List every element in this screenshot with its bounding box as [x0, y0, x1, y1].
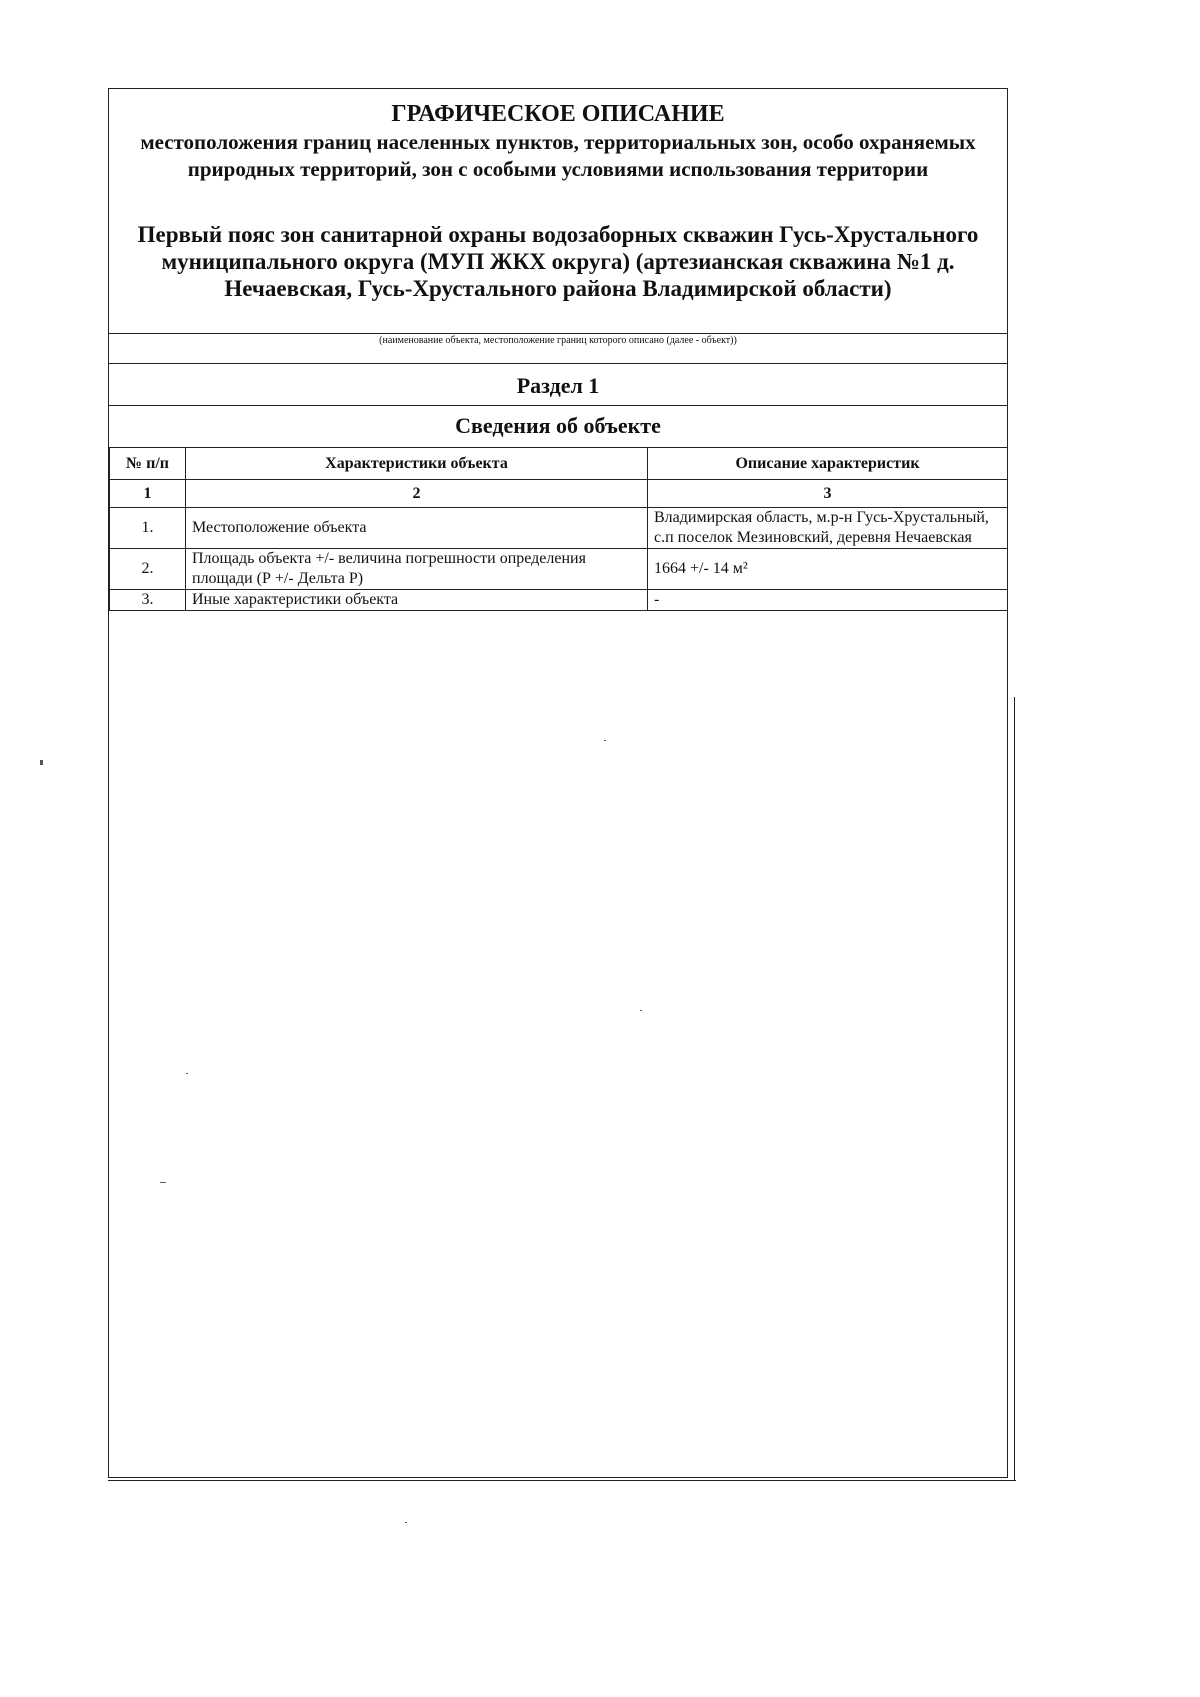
column-number-row	[110, 480, 1008, 508]
document-title: ГРАФИЧЕСКОЕ ОПИСАНИЕ	[391, 101, 725, 127]
row-characteristic: Иные характеристики объекта	[186, 590, 648, 611]
column-header: Характеристики объекта	[186, 448, 648, 480]
table-header-row	[110, 448, 1008, 480]
table-row	[110, 508, 1008, 549]
scan-speck	[186, 1073, 188, 1074]
document-frame	[108, 88, 1008, 1478]
row-number: 2.	[110, 549, 186, 590]
divider	[109, 333, 1007, 334]
column-number: 1	[110, 480, 186, 508]
frame-edge	[108, 1480, 1016, 1481]
section-title: Раздел 1	[516, 373, 600, 398]
row-number: 1.	[110, 508, 186, 549]
row-characteristic: Местоположение объекта	[186, 508, 648, 549]
scan-speck	[604, 740, 606, 741]
row-description: 1664 +/- 14 м²	[648, 549, 1008, 590]
scan-speck	[40, 760, 43, 765]
row-description: -	[648, 590, 1008, 611]
column-number: 2	[186, 480, 648, 508]
table-row	[110, 590, 1008, 611]
column-number: 3	[648, 480, 1008, 508]
scan-speck	[405, 1522, 407, 1523]
object-name: Первый пояс зон санитарной охраны водозаборных скважин Гусь-Хрустального муниципального округа (МУП ЖКХ округа) (артезианская скважина №1 д. Нечаевская, Гусь-Хрустального района Владимирской области)	[137, 222, 979, 301]
object-name-caption: (наименование объекта, местоположение границ которого описано (далее - объект))	[379, 335, 737, 346]
document-subtitle: местоположения границ населенных пунктов, территориальных зон, особо охраняемых природных территорий, зон с особыми условиями использования территории	[140, 130, 976, 181]
scan-speck	[640, 1010, 642, 1011]
column-header: Описание характеристик	[648, 448, 1008, 480]
table-row	[110, 549, 1008, 590]
frame-edge	[1014, 697, 1015, 1480]
row-description: Владимирская область, м.р-н Гусь-Хрустальный, с.п поселок Мезиновский, деревня Нечаевская	[648, 508, 1008, 549]
divider	[109, 405, 1007, 406]
section-subtitle: Сведения об объекте	[455, 413, 661, 438]
divider	[109, 363, 1007, 364]
row-characteristic: Площадь объекта +/- величина погрешности определения площади (Р +/- Дельта Р)	[186, 549, 648, 590]
row-number: 3.	[110, 590, 186, 611]
object-info-table	[109, 447, 1008, 611]
scan-speck	[160, 1182, 166, 1183]
column-header: № п/п	[110, 448, 186, 480]
